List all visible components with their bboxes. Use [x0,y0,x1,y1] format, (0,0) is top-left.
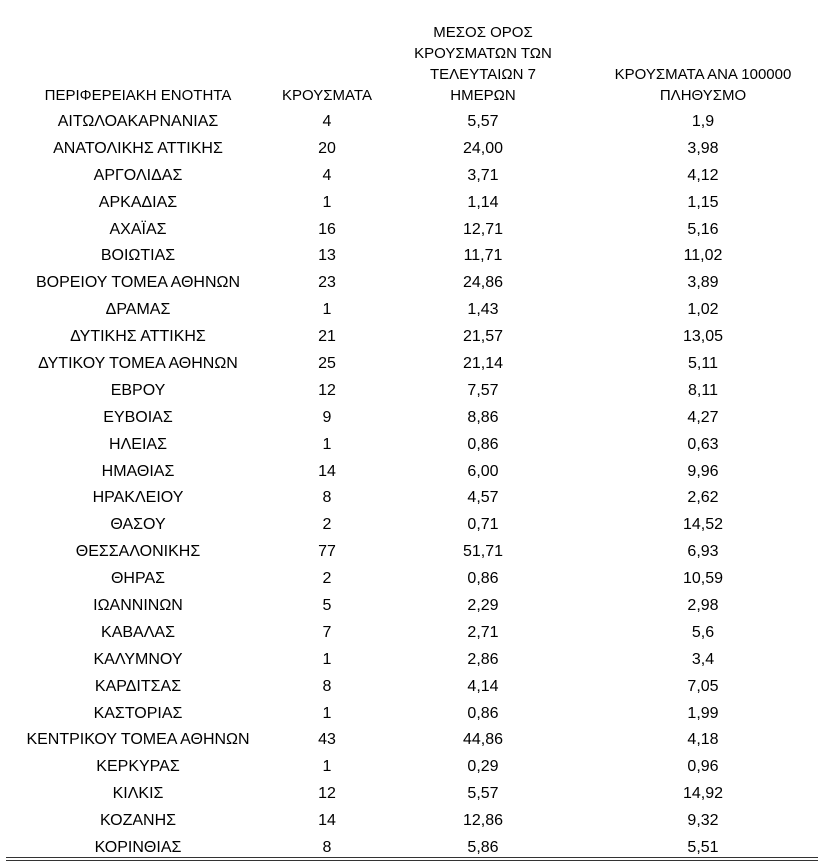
avg7-cell: 0,86 [467,435,499,453]
cases-cell: 1 [322,301,332,319]
cases-cell: 1 [322,704,332,722]
cases-cell: 1 [322,193,332,211]
avg7-cell: 24,86 [462,274,504,292]
table-body [0,109,818,862]
per100k-cell: 10,59 [682,570,724,588]
region-cell: ΘΑΣΟΥ [110,516,166,534]
table-row [0,485,818,512]
avg7-cell: 3,71 [467,166,499,184]
per100k-cell: 3,98 [687,139,719,157]
per100k-cell: 3,4 [691,650,715,668]
avg7-cell: 2,86 [467,650,499,668]
avg7-cell: 11,71 [463,247,503,265]
per100k-cell: 2,98 [687,597,719,615]
avg7-cell: 8,86 [467,408,499,426]
per100k-cell: 1,15 [687,193,719,211]
cases-cell: 8 [322,839,332,857]
avg7-cell: 21,57 [462,328,504,346]
region-cell: ΑΙΤΩΛΟΑΚΑΡΝΑΝΙΑΣ [57,113,219,130]
cases-cell: 20 [318,139,336,157]
cases-cell: 1 [322,435,332,453]
per100k-cell: 4,27 [687,408,719,426]
avg7-cell: 4,57 [467,489,499,507]
table-row [0,593,818,620]
per100k-cell: 3,89 [687,274,719,292]
per100k-cell: 1,02 [687,301,719,319]
table-row [0,136,818,163]
region-cell: ΔΡΑΜΑΣ [105,301,171,319]
table-row [0,808,818,835]
per100k-cell: 2,62 [687,489,719,507]
header-cases [276,85,378,106]
cases-cell: 2 [322,570,332,588]
cases-cell: 9 [322,408,332,426]
per100k-cell: 5,6 [691,623,715,641]
header-line: ΜΕΣΟΣ ΟΡΟΣ [433,24,533,41]
table-row [0,243,818,270]
header-line: ΤΕΛΕΥΤΑΙΩΝ 7 [430,66,536,83]
header-avg7 [378,22,588,106]
region-cell: ΚΑΣΤΟΡΙΑΣ [93,704,183,722]
cases-cell: 13 [318,247,336,265]
bottom-border [6,857,818,858]
table-row [0,109,818,136]
per100k-cell: 1,9 [691,113,715,130]
avg7-cell: 0,29 [467,758,499,776]
per100k-cell: 4,12 [687,166,719,184]
table-row [0,270,818,297]
table-row [0,190,818,217]
avg7-cell: 0,71 [467,516,499,534]
cases-cell: 2 [322,516,332,534]
region-cell: ΑΧΑΪΑΣ [109,220,167,238]
per100k-cell: 6,93 [687,543,719,561]
per100k-cell: 8,11 [688,381,718,399]
region-cell: ΑΡΚΑΔΙΑΣ [98,193,178,211]
table-row [0,647,818,674]
per100k-cell: 9,96 [687,462,719,480]
region-cell: ΚΟΖΑΝΗΣ [99,812,177,830]
avg7-cell: 7,57 [467,381,499,399]
avg7-cell: 5,86 [467,839,499,857]
region-cell: ΚΕΡΚΥΡΑΣ [96,758,180,776]
region-cell: ΒΟΙΩΤΙΑΣ [100,247,176,265]
avg7-cell: 2,71 [467,623,499,641]
cases-cell: 77 [318,543,336,561]
table-row [0,163,818,190]
cases-cell: 8 [322,677,332,695]
cases-cell: 25 [318,355,336,373]
header-line: ΚΡΟΥΣΜΑΤΩΝ ΤΩΝ [414,45,552,62]
per100k-cell: 0,63 [687,435,719,453]
table-row [0,324,818,351]
avg7-cell: 5,57 [467,785,499,803]
bottom-border-double [6,860,818,861]
header-per100k [588,64,818,106]
table-row [0,217,818,244]
region-cell: ΚΕΝΤΡΙΚΟΥ ΤΟΜΕΑ ΑΘΗΝΩΝ [26,731,250,749]
region-cell: ΘΗΡΑΣ [110,570,166,588]
per100k-cell: 7,05 [687,677,719,695]
region-cell: ΚΑΡΔΙΤΣΑΣ [94,677,182,695]
region-cell: ΚΟΡΙΝΘΙΑΣ [94,839,182,857]
avg7-cell: 12,71 [462,220,504,238]
avg7-cell: 44,86 [462,731,504,749]
cases-cell: 43 [318,731,336,749]
header-line: ΚΡΟΥΣΜΑΤΑ ΑΝΑ 100000 [614,66,792,83]
cases-cell: 4 [322,166,332,184]
avg7-cell: 21,14 [462,355,504,373]
header-region [0,85,276,106]
cases-cell: 16 [318,220,336,238]
cases-cell: 1 [322,650,332,668]
region-cell: ΚΙΛΚΙΣ [112,785,164,803]
table-row [0,512,818,539]
header-line: ΚΡΟΥΣΜΑΤΑ [282,87,372,104]
region-cell: ΚΑΒΑΛΑΣ [101,623,175,641]
per100k-cell: 13,05 [682,328,724,346]
region-cell: ΘΕΣΣΑΛΟΝΙΚΗΣ [75,543,201,561]
per100k-cell: 5,51 [687,839,719,857]
table-row [0,566,818,593]
avg7-cell: 51,71 [462,543,504,561]
per100k-cell: 14,92 [682,785,724,803]
cases-cell: 8 [322,489,332,507]
cases-cell: 1 [322,758,332,776]
table-row [0,727,818,754]
cases-cell: 14 [318,462,336,480]
header-line: ΗΜΕΡΩΝ [450,87,516,104]
cases-cell: 7 [322,623,332,641]
avg7-cell: 24,00 [462,139,504,157]
cases-cell: 21 [318,328,336,346]
avg7-cell: 1,14 [467,193,499,211]
region-cell: ΗΛΕΙΑΣ [109,435,167,453]
region-cell: ΑΡΓΟΛΙΔΑΣ [93,166,183,184]
per100k-cell: 5,16 [687,220,719,238]
table-row [0,378,818,405]
cases-cell: 12 [318,381,336,399]
avg7-cell: 0,86 [467,570,499,588]
avg7-cell: 0,86 [467,704,499,722]
region-cell: ΕΥΒΟΙΑΣ [103,408,173,426]
table-row [0,781,818,808]
table-row [0,459,818,486]
header-line: ΠΕΡΙΦΕΡΕΙΑΚΗ ΕΝΟΤΗΤΑ [44,87,232,104]
avg7-cell: 2,29 [467,597,499,615]
avg7-cell: 6,00 [467,462,499,480]
per100k-cell: 14,52 [682,516,724,534]
table-row [0,701,818,728]
avg7-cell: 12,86 [462,812,504,830]
region-cell: ΗΜΑΘΙΑΣ [101,462,175,480]
table-row [0,432,818,459]
table-row [0,754,818,781]
table-row [0,620,818,647]
region-cell: ΔΥΤΙΚΟΥ ΤΟΜΕΑ ΑΘΗΝΩΝ [38,355,238,373]
table-row [0,405,818,432]
region-cell: ΙΩΑΝΝΙΝΩΝ [93,597,183,615]
cases-cell: 4 [322,113,332,130]
region-cell: ΗΡΑΚΛΕΙΟΥ [92,489,184,507]
cases-cell: 12 [318,785,336,803]
per100k-cell: 4,18 [687,731,719,749]
region-cell: ΑΝΑΤΟΛΙΚΗΣ ΑΤΤΙΚΗΣ [53,139,223,157]
region-cell: ΔΥΤΙΚΗΣ ΑΤΤΙΚΗΣ [70,328,206,346]
table-row [0,351,818,378]
per100k-cell: 0,96 [687,758,719,776]
per100k-cell: 1,99 [687,704,719,722]
table-row [0,297,818,324]
header-line: ΠΛΗΘΥΣΜΟ [659,87,747,104]
avg7-cell: 5,57 [467,113,499,130]
table-row [0,539,818,566]
avg7-cell: 1,43 [467,301,499,319]
cases-cell: 23 [318,274,336,292]
per100k-cell: 9,32 [687,812,719,830]
table-header [0,0,818,108]
table-row [0,674,818,701]
region-cell: ΕΒΡΟΥ [110,381,166,399]
per100k-cell: 11,02 [683,247,723,265]
avg7-cell: 4,14 [467,677,499,695]
region-cell: ΚΑΛΥΜΝΟΥ [93,650,183,668]
cases-cell: 5 [322,597,332,615]
region-cell: ΒΟΡΕΙΟΥ ΤΟΜΕΑ ΑΘΗΝΩΝ [35,274,241,292]
cases-cell: 14 [318,812,336,830]
per100k-cell: 5,11 [688,355,718,373]
